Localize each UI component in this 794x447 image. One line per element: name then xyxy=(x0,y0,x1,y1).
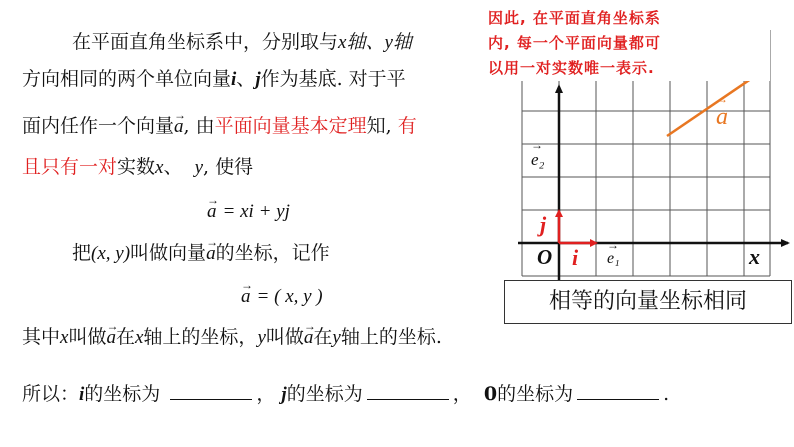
answer-line: 所以：i的坐标为 ， j的坐标为 ， 0的坐标为 . xyxy=(22,383,670,405)
answer-blank-i[interactable] xyxy=(170,381,252,400)
equal-vectors-box: 相等的向量坐标相同 xyxy=(504,280,792,324)
label-j: j xyxy=(540,212,547,237)
para3: 其中x叫做→ a在x轴上的坐标，y叫做→ a在y轴上的坐标. xyxy=(22,325,442,350)
label-e1: → e₁ xyxy=(607,250,620,268)
answer-blank-zero[interactable] xyxy=(577,381,659,400)
axes xyxy=(518,88,788,280)
label-x: x xyxy=(749,244,760,269)
para1-line2: 方向相同的两个单位向量i、j作为基底. 对于平 xyxy=(22,68,406,90)
answer-blank-j[interactable] xyxy=(367,381,449,400)
callout-line-2: 内, 每一个平面向量都可 xyxy=(488,34,661,52)
label-a: → a xyxy=(716,104,728,131)
para1-line1: 在平面直角坐标系中，分别取与x轴、y轴 xyxy=(72,31,412,53)
callout-note xyxy=(484,4,770,81)
label-e2: → e₂ xyxy=(531,150,544,170)
callout-line-3: 以用一对实数唯一表示. xyxy=(488,59,655,77)
label-O: O xyxy=(537,245,553,269)
para2-line1: 把(x, y)叫做向量→ a的坐标，记作 xyxy=(72,241,330,266)
equation-1: → a = xi + yj xyxy=(207,199,290,224)
para1-line4: 且只有一对实数x、 y, 使得 xyxy=(22,156,254,178)
equation-2: → a = ( x, y ) xyxy=(241,284,323,309)
callout-line-1: 因此, 在平面直角坐标系 xyxy=(488,9,661,27)
y-axis-arrow xyxy=(555,84,563,93)
label-i: i xyxy=(572,245,579,270)
para1-line3: 面内任作一个向量→ a, 由平面向量基本定理知, 有 xyxy=(22,114,417,139)
x-axis-arrow xyxy=(781,239,790,247)
